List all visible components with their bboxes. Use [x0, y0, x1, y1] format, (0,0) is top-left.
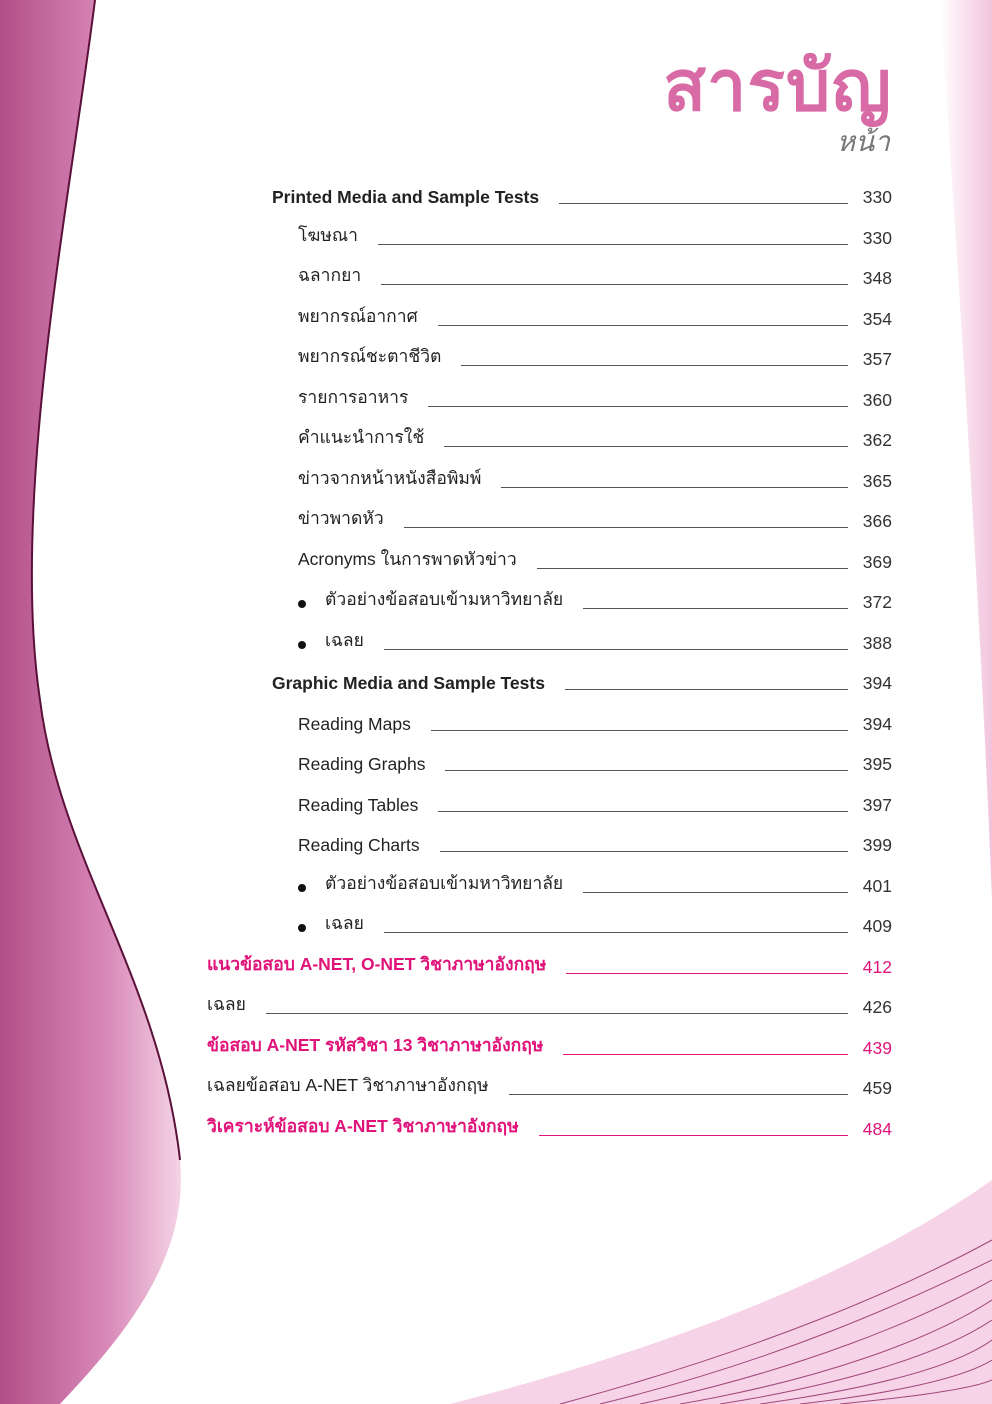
- leader-line: [438, 325, 848, 326]
- toc-entry[interactable]: [272, 664, 892, 694]
- toc-entry[interactable]: [298, 462, 892, 492]
- toc-entry-page: 357: [862, 349, 892, 369]
- leader-line: [501, 487, 848, 488]
- leader-line: [404, 527, 848, 528]
- toc-entry-label: พยากรณ์อากาศ: [298, 305, 418, 326]
- toc-entry[interactable]: [298, 907, 892, 937]
- toc-entry-label: คำแนะนำการใช้: [298, 427, 425, 447]
- toc-entry-label: Reading Tables: [298, 794, 419, 815]
- toc-entry[interactable]: [272, 178, 892, 208]
- leader-line: [445, 770, 848, 771]
- toc-entry[interactable]: [298, 300, 892, 330]
- toc-entry[interactable]: [298, 381, 892, 411]
- toc-entry[interactable]: [207, 948, 892, 978]
- leader-line: [559, 203, 848, 204]
- toc-entry[interactable]: [298, 219, 892, 249]
- leader-line: [444, 446, 848, 447]
- toc-entry[interactable]: [298, 543, 892, 573]
- toc-entry[interactable]: [298, 826, 892, 856]
- toc-entry[interactable]: [298, 502, 892, 532]
- toc-entry-page: 397: [862, 794, 892, 815]
- toc-entry-label: วิเคราะห์ข้อสอบ A-NET วิชาภาษาอังกฤษ: [207, 1115, 519, 1136]
- leader-line: [266, 1013, 848, 1014]
- toc-entry-page: 484: [862, 1118, 892, 1139]
- bullet-icon: [298, 600, 306, 608]
- toc-entry-page: 395: [862, 754, 892, 774]
- toc-entry-page: 366: [862, 511, 892, 531]
- toc-entry[interactable]: [298, 786, 892, 816]
- leader-line: [384, 649, 848, 650]
- bullet-icon: [298, 924, 306, 932]
- toc-entry-label: Reading Charts: [298, 835, 420, 855]
- toc-entry-page: 409: [862, 916, 892, 936]
- leader-line: [461, 365, 848, 366]
- toc-entry[interactable]: [207, 1029, 892, 1059]
- toc-entry-label: แนวข้อสอบ A-NET, O-NET วิชาภาษาอังกฤษ: [207, 953, 547, 974]
- toc-entry-page: 362: [862, 430, 892, 450]
- leader-line: [509, 1094, 848, 1095]
- left-swoosh: [0, 0, 181, 1404]
- toc-entry-label: ข่าวจากหน้าหนังสือพิมพ์: [298, 467, 482, 488]
- toc-entry-page: 372: [862, 592, 892, 612]
- leader-line: [378, 244, 848, 245]
- toc-entry-label: Printed Media and Sample Tests: [272, 187, 540, 207]
- toc-entry-page: 330: [862, 187, 892, 207]
- toc-entry[interactable]: [298, 745, 892, 775]
- toc-entry[interactable]: [298, 583, 892, 613]
- toc-entry[interactable]: [298, 340, 892, 370]
- toc-entry-label: พยากรณ์ชะตาชีวิต: [298, 346, 442, 366]
- toc-entry-label: ข้อสอบ A-NET รหัสวิชา 13 วิชาภาษาอังกฤษ: [207, 1034, 544, 1055]
- toc-entry-page: 394: [862, 713, 892, 734]
- toc-entry-page: 388: [862, 632, 892, 653]
- toc-entry-page: 426: [862, 997, 892, 1017]
- leader-line: [431, 730, 848, 731]
- leader-line: [440, 851, 848, 852]
- leader-line: [428, 406, 848, 407]
- toc-entry-label: เฉลย: [325, 629, 364, 650]
- leader-line: [583, 608, 848, 609]
- toc-entry-label: เฉลย: [207, 994, 246, 1014]
- toc-entry-page: 399: [862, 835, 892, 855]
- toc-entry-page: 459: [862, 1078, 892, 1098]
- page-column-label: หน้า: [836, 125, 890, 158]
- toc-entry-label: Reading Graphs: [298, 754, 426, 774]
- page-title: สารบัญ: [663, 45, 892, 127]
- leader-line: [583, 892, 848, 893]
- toc-entry[interactable]: [298, 867, 892, 897]
- toc-entry-label: โฆษณา: [298, 224, 358, 245]
- toc-entry-label: Acronyms ในการพาดหัวข่าว: [298, 548, 517, 569]
- leader-line: [563, 1054, 848, 1055]
- toc-entry-label: ตัวอย่างข้อสอบเข้ามหาวิทยาลัย: [325, 589, 564, 609]
- toc-entry[interactable]: [298, 624, 892, 654]
- leader-line: [565, 689, 848, 690]
- leader-line: [539, 1135, 848, 1136]
- toc-entry-page: 354: [862, 308, 892, 329]
- toc-entry-page: 412: [862, 956, 892, 977]
- leader-line: [381, 284, 848, 285]
- leader-line: [438, 811, 848, 812]
- leader-line: [537, 568, 848, 569]
- toc-entry-label: รายการอาหาร: [298, 386, 409, 407]
- toc-entry[interactable]: [207, 1069, 892, 1099]
- toc-entry-page: 369: [862, 551, 892, 572]
- toc-entry[interactable]: [207, 1110, 892, 1140]
- toc-entry[interactable]: [298, 421, 892, 451]
- toc-entry[interactable]: [298, 705, 892, 735]
- toc-entry[interactable]: [207, 988, 892, 1018]
- toc-entry-label: ตัวอย่างข้อสอบเข้ามหาวิทยาลัย: [325, 872, 564, 893]
- toc-entry-page: 365: [862, 470, 892, 491]
- leader-line: [566, 973, 848, 974]
- toc-entry-page: 348: [862, 268, 892, 288]
- bullet-icon: [298, 884, 306, 892]
- toc-entry-page: 439: [862, 1037, 892, 1058]
- toc-entry-label: ข่าวพาดหัว: [298, 508, 384, 528]
- toc-entry-label: Reading Maps: [298, 713, 411, 734]
- right-edge: [940, 0, 992, 900]
- toc-entry-page: 401: [862, 875, 892, 896]
- toc-entry-page: 394: [862, 673, 892, 693]
- toc-entry-label: เฉลยข้อสอบ A-NET วิชาภาษาอังกฤษ: [207, 1075, 489, 1095]
- toc-entry-label: Graphic Media and Sample Tests: [272, 673, 545, 693]
- leader-line: [384, 932, 848, 933]
- bullet-icon: [298, 641, 306, 649]
- toc-entry-page: 330: [862, 227, 892, 248]
- toc-entry-label: เฉลย: [325, 913, 364, 933]
- toc-entry[interactable]: [298, 259, 892, 289]
- toc-entry-page: 360: [862, 389, 892, 410]
- toc-entry-label: ฉลากยา: [298, 265, 362, 285]
